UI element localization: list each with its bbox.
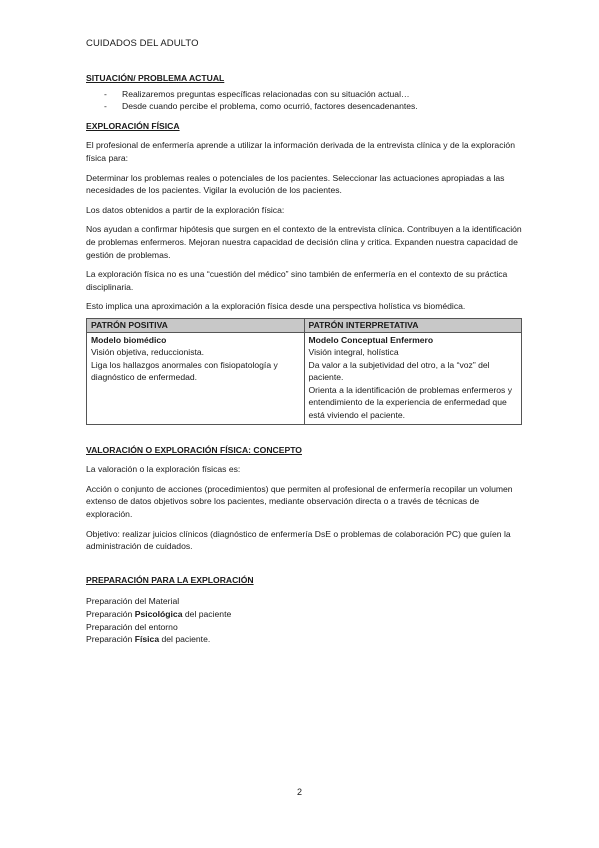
bullet-list-situacion [86,88,522,113]
paragraph: Determinar los problemas reales o potenciales de los pacientes. Seleccionar las actuaciones apropiadas a las necesidades de los pacientes. Vigilar la evolución de los pacientes. [86,172,505,196]
cell-line: Liga los hallazgos anormales con fisiopatología y diagnóstico de enfermedad. [91,359,278,383]
list-item-text: del paciente. [159,634,211,645]
page-content [86,72,522,646]
page-number: 2 [296,787,302,797]
list-item-text: Realizaremos preguntas específicas relacionadas con su situación actual… [122,88,410,99]
comparison-table [86,318,522,425]
list-item [86,608,522,621]
list-item-text: Preparación [86,634,135,645]
paragraph: La valoración o la exploración físicas es: [86,464,241,475]
table-header-row [87,318,522,332]
list-item [86,100,522,113]
paragraph: Los datos obtenidos a partir de la exploración física: [86,204,285,215]
preparation-list [86,595,522,645]
list-item-text: Preparación [86,609,135,619]
section-heading-valoracion: VALORACIÓN O EXPLORACIÓN FÍSICA: CONCEPTO [86,444,302,455]
dash-bullet-icon: - [104,101,107,112]
section-heading-preparacion: PREPARACIÓN PARA LA EXPLORACIÓN [86,574,254,585]
paragraph: Objetivo: realizar juicios clínicos (diagnóstico de enfermería DsE o problemas de colaboración PC) que guíen la administración de cuidados. [86,528,511,552]
list-item-text: Desde cuando percibe el problema, como ocurrió, factores desencadenantes. [122,101,418,112]
cell-line: Visión integral, holística [308,347,399,358]
paragraph: Acción o conjunto de acciones (procedimientos) que permiten al profesional de enfermería recopilar un volumen extenso de datos objetivos sobre los pacientes, mediante observación directa o a través de técnicas de exploración. [86,483,513,520]
list-item: Preparación del Material [86,596,180,607]
cell-title: Modelo Conceptual Enfermero [308,334,434,345]
paragraph: Nos ayudan a confirmar hipótesis que surgen en el contexto de la entrevista clínica. Contribuyen a la identificación de problemas enfermeros. Mejoran nuestra capacidad de decisión clina y critica. Expanden nuestra capacidad de gestión de problemas. [86,224,522,260]
paragraph: El profesional de enfermería aprende a utilizar la información derivada de la entrevista clínica y de la exploración física para: [86,140,515,163]
list-item [86,633,522,646]
running-header: CUIDADOS DEL ADULTO [86,38,199,49]
table-header-cell: PATRÓN POSITIVA [87,318,305,332]
table-header-cell: PATRÓN INTERPRETATIVA [304,318,522,332]
list-item [86,88,522,101]
cell-line: Orienta a la identificación de problemas enfermeros y entendimiento de la experiencia de enfermedad que está viviendo el paciente. [308,384,512,421]
cell-line: Visión objetiva, reduccionista. [91,347,205,358]
table-row [87,332,522,424]
emphasis-text: Psicológica [134,609,183,619]
paragraph: La exploración física no es una “cuestión del médico” sino también de enfermería en el contexto de su práctica disciplinaria. [86,269,508,292]
cell-line: Da valor a la subjetividad del otro, a la “voz” del paciente. [308,359,490,383]
section-heading-exploracion: EXPLORACIÓN FÍSICA [86,120,180,131]
section-heading-situacion: SITUACIÓN/ PROBLEMA ACTUAL [86,73,225,83]
table-cell-biomedico [87,332,305,424]
emphasis-text: Física [134,634,160,645]
table-cell-enfermero [304,332,522,424]
paragraph: Esto implica una aproximación a la exploración física desde una perspectiva holística vs biomédica. [86,301,466,312]
cell-title: Modelo biomédico [91,334,167,345]
list-item: Preparación del entorno [86,621,178,632]
list-item-text: del paciente [182,609,232,619]
dash-bullet-icon: - [104,88,107,99]
